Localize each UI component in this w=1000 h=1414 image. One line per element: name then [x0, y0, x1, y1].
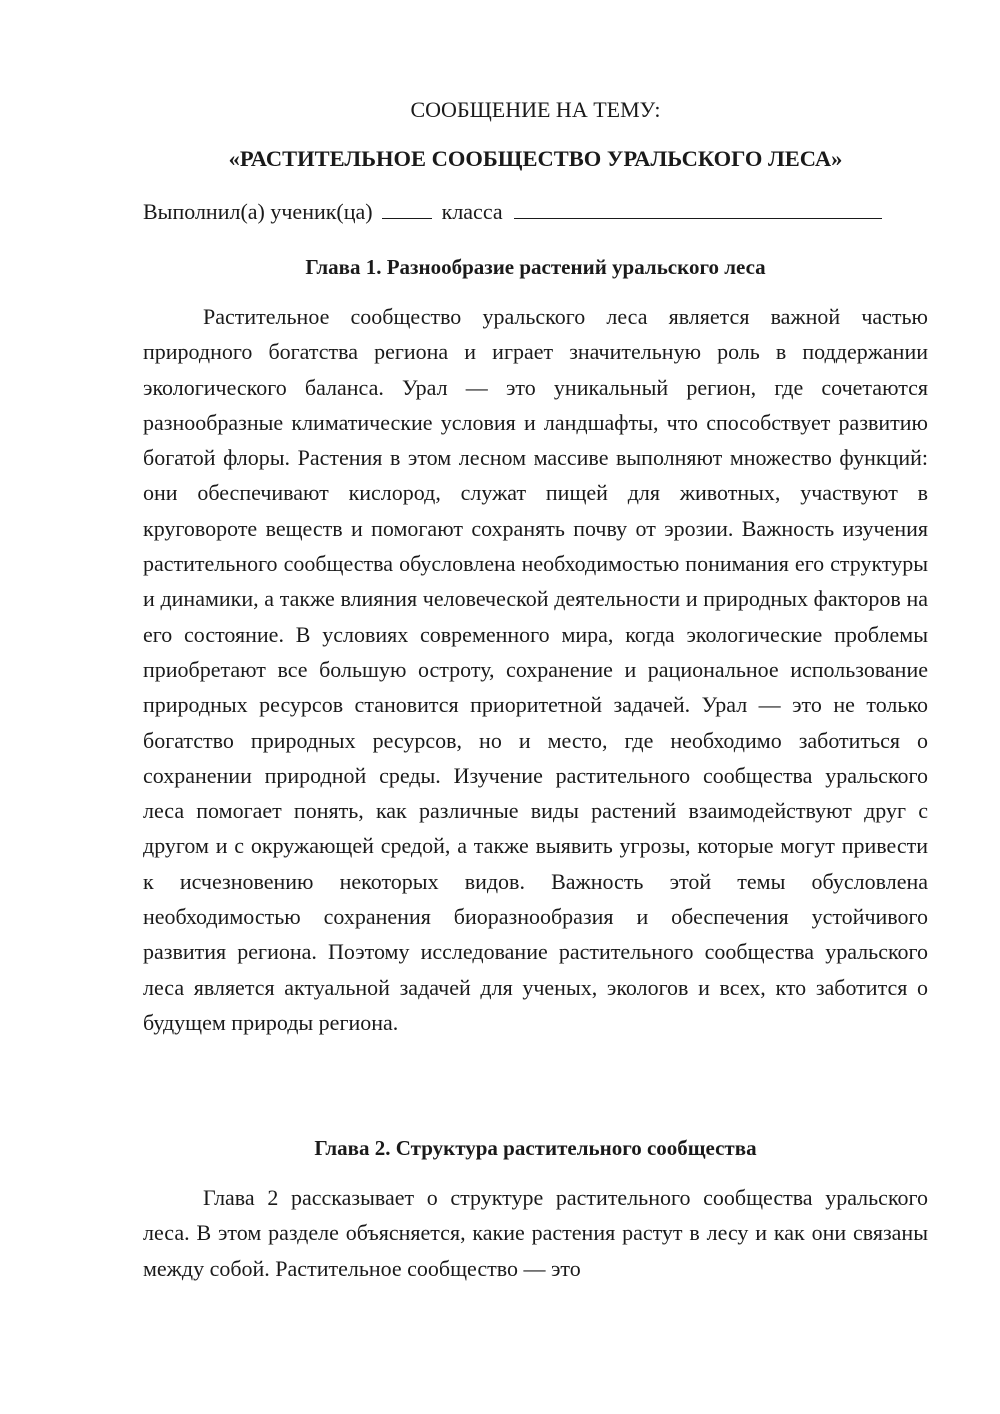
document-title: «РАСТИТЕЛЬНОЕ СООБЩЕСТВО УРАЛЬСКОГО ЛЕСА» — [228, 146, 843, 171]
chapter-1-title: Глава 1. Разнообразие растений уральского леса — [305, 255, 766, 279]
author-name-blank — [514, 198, 882, 219]
author-prefix: Выполнил(а) ученик(ца) — [143, 199, 373, 224]
author-line — [143, 198, 928, 226]
chapter-2-paragraph: Глава 2 рассказывает о структуре растительного сообщества уральского леса. В этом разделе объясняется, какие растения растут в лесу и как они связаны между собой. Растительное сообщество — это — [143, 1185, 928, 1281]
document-heading-line1: СООБЩЕНИЕ НА ТЕМУ: — [410, 97, 661, 122]
chapter-2-title: Глава 2. Структура растительного сообщества — [314, 1136, 757, 1160]
class-number-blank — [382, 198, 432, 219]
author-class-word: класса — [441, 199, 503, 224]
chapter-1-paragraph: Растительное сообщество уральского леса является важной частью природного богатства региона и играет значительную роль в поддержании экологического баланса. Урал — это уникальный регион, где сочетаются разнообразные климатические условия и ландшафты, что способствует развитию богатой флоры. Растения в этом лесном массиве выполняют множество функций: они обеспечивают кислород, служат пищей для животных, участвуют в круговороте веществ и помогают сохранять почву от эрозии. Важность изучения растительного сообщества обусловлена необходимостью понимания его структуры и динамики, а также влияния человеческой деятельности и природных факторов на его состояние. В условиях современного мира, когда экологические проблемы приобретают все большую остроту, сохранение и рациональное использование природных ресурсов становится приоритетной задачей. Урал — это не только богатство природных ресурсов, но и место, где необходимо заботиться о сохранении природной среды. Изучение растительного сообщества уральского леса помогает понять, как различные виды растений взаимодействуют друг с другом и с окружающей средой, а также выявить угрозы, которые могут привести к исчезновению некоторых видов. Важность этой темы обусловлена необходимостью сохранения биоразнообразия и обеспечения устойчивого развития региона. Поэтому исследование растительного сообщества уральского леса является актуальной задачей для ученых, экологов и всех, кто заботится о будущем природы региона. — [143, 304, 928, 1035]
